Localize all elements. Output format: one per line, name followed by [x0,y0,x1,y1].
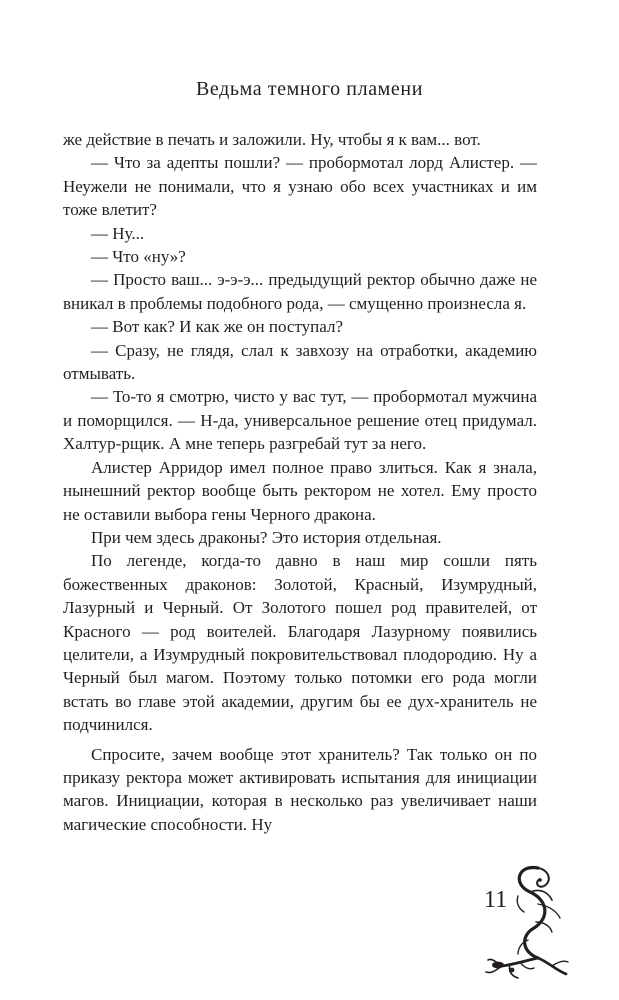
paragraph-9: Алистер Арридор имел полное право злиться. Как я знала, нынешний ректор вообще быть ректором не хотел. Ему просто не оставили выбора гены Черного дракона. [63,457,537,524]
page-number: 11 [484,887,508,913]
paragraph-4: — Что «ну»? [91,247,186,267]
paragraph-7: — Сразу, не глядя, слал к завхозу на отработки, академию отмывать. [63,340,537,384]
paragraph-2: — Что за адепты пошли? — пробормотал лорд Алистер. — Неужели не понимали, что я узнаю обо всех участниках и им тоже влетит? [63,153,537,220]
dragon-flourish-icon [478,862,570,982]
page-body [63,128,537,836]
paragraph-5: — Просто ваш... э-э-э... предыдущий ректор обычно даже не вникал в проблемы подобного рода, — смущенно произнесла я. [63,270,537,313]
paragraph-3: — Ну... [91,223,145,243]
paragraph-12: Спросите, зачем вообще этот хранитель? Так только он по приказу ректора может активировать испытания для инициации магов. Инициации, которая в несколько раз увеличивает наши магические способности. Ну [63,744,537,834]
paragraph-6: — Вот как? И как же он поступал? [91,317,343,337]
paragraph-8: — То-то я смотрю, чисто у вас тут, — пробормотал мужчина и поморщился. — Н-да, универсальное решение отец придумал. Халтур-рщик. А мне теперь разгребай тут за него. [63,387,537,454]
running-head: Ведьма темного пламени [195,78,424,100]
paragraph-10: При чем здесь драконы? Это история отдельная. [91,527,442,547]
paragraph-1: же действие в печать и заложили. Ну, чтобы я к вам... вот. [63,130,481,149]
paragraph-11: По легенде, когда-то давно в наш мир сошли пять божественных драконов: Золотой, Красный, Изумрудный, Лазурный и Черный. От Золотого пошел род правителей, от Красного — род воителей. Благодаря Лазурному появились целители, а Изумрудный покровительствовал плодородию. Ну а Черный был магом. Поэтому только потомки его рода могли встать во главе этой академии, другим бы ее дух-хранитель не подчинился. [63,551,537,735]
